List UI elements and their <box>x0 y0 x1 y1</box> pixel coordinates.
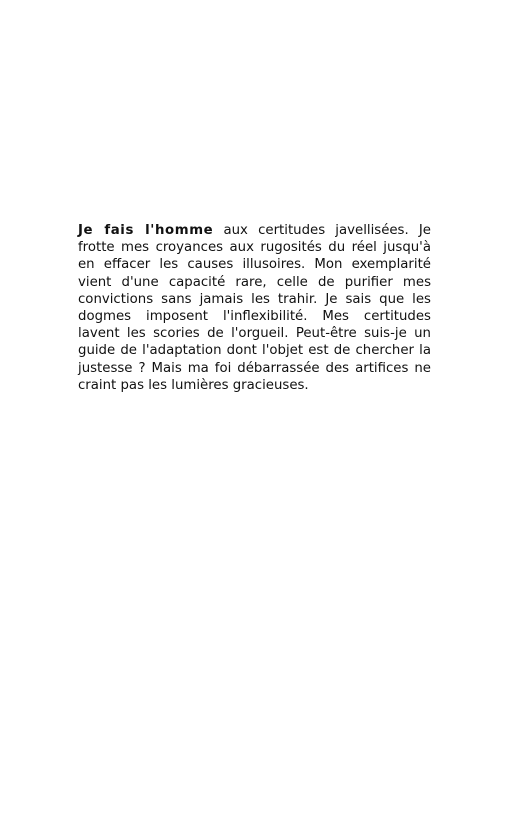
paragraph-body: aux certitudes javellisées. Je frotte mes croyances aux rugosités du réel jusqu'à en effacer les causes illusoires. Mon exemplarité vient d'une capacité rare, celle de purifier mes convictions sans jamais les trahir. Je sais que les dogmes imposent l'inflexibilité. Mes certitudes lavent les scories de l'orgueil. Peut-être suis-je un guide de l'adaptation dont l'objet est de chercher la justesse ? Mais ma foi débarrassée des artifices ne craint pas les lumières gracieuses. <box>78 223 431 393</box>
paragraph <box>78 222 431 394</box>
paragraph-lead: Je fais l'homme <box>78 223 214 238</box>
